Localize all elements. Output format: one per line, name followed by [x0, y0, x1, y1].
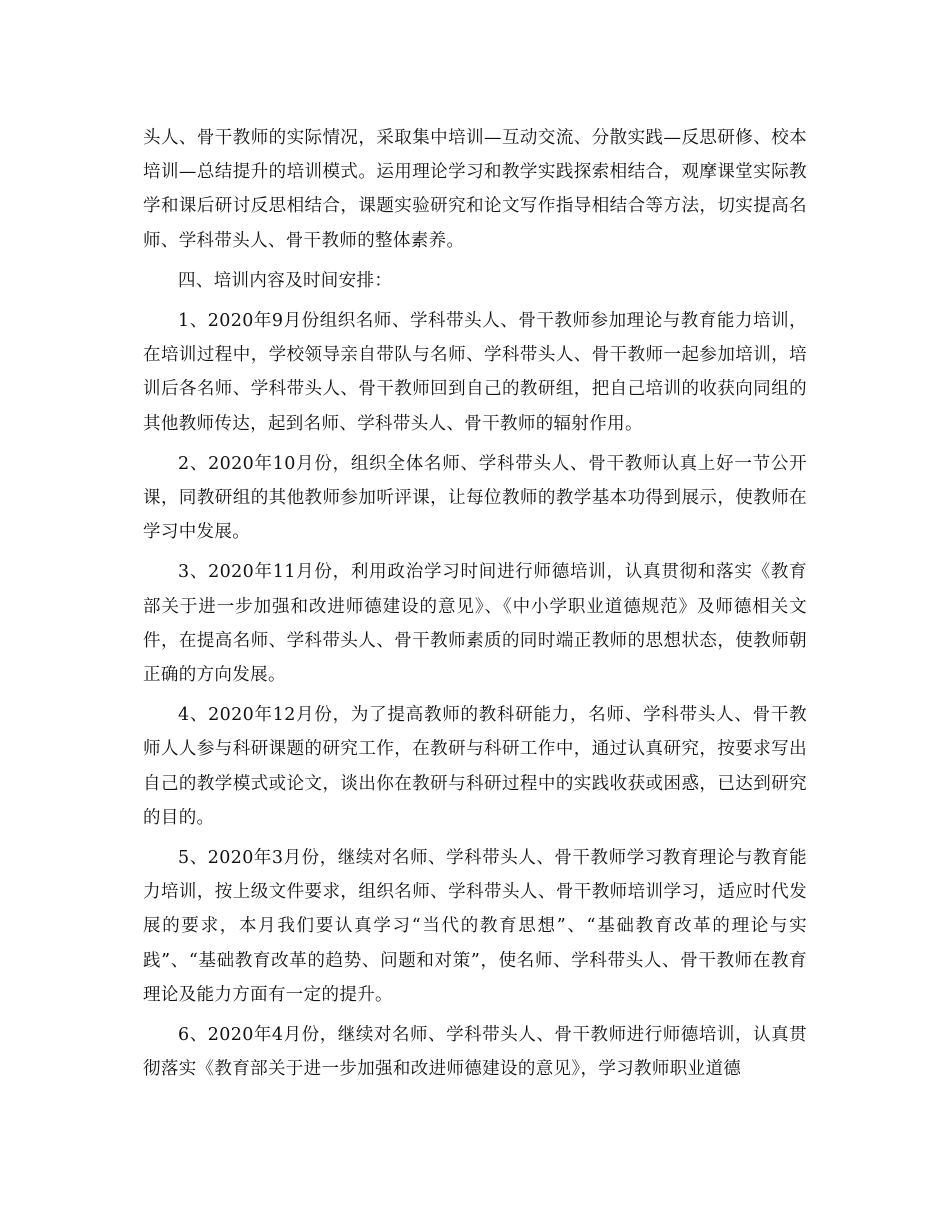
paragraph-continuation: 头人、骨干教师的实际情况，采取集中培训—互动交流、分散实践—反思研修、校本培训—总结提升的培训模式。运用理论学习和教学实践探索相结合，观摩课堂实际教学和课后研讨反思相结合，课题实验研究和论文写作指导相结合等方法，切实提高名师、学科带头人、骨干教师的整体素养。	[143, 128, 807, 251]
paragraph-item-6: 6、2020年4月份，继续对名师、学科带头人、骨干教师进行师德培训，认真贯彻落实《教育部关于进一步加强和改进师德建设的意见》，学习教师职业道德	[143, 1025, 807, 1080]
section-heading-training-content: 四、培训内容及时间安排：	[178, 270, 393, 291]
paragraph-item-5: 5、2020年3月份，继续对名师、学科带头人、骨干教师学习教育理论与教育能力培训，按上级文件要求，组织名师、学科带头人、骨干教师培训学习，适应时代发展的要求，本月我们要认真学习“当代的教育思想”、“基础教育改革的理论与实践”、“基础教育改革的趋势、问题和对策”，使名师、学科带头人、骨干教师在教育理论及能力方面有一定的提升。	[143, 848, 807, 1005]
paragraph-item-4: 4、2020年12月份，为了提高教师的教科研能力，名师、学科带头人、骨干教师人人参与科研课题的研究工作，在教研与科研工作中，通过认真研究，按要求写出自己的教学模式或论文，谈出你在教研与科研过程中的实践收获或困惑，已达到研究的目的。	[143, 705, 807, 828]
paragraph-item-1: 1、2020年9月份组织名师、学科带头人、骨干教师参加理论与教育能力培训，在培训过程中，学校领导亲自带队与名师、学科带头人、骨干教师一起参加培训，培训后各名师、学科带头人、骨干教师回到自己的教研组，把自己培训的收获向同组的其他教师传达，起到名师、学科带头人、骨干教师的辐射作用。	[143, 311, 807, 434]
paragraph-item-3: 3、2020年11月份，利用政治学习时间进行师德培训，认真贯彻和落实《教育部关于进一步加强和改进师德建设的意见》、《中小学职业道德规范》及师德相关文件，在提高名师、学科带头人、骨干教师素质的同时端正教师的思想状态，使教师朝正确的方向发展。	[143, 562, 807, 686]
document-body	[143, 121, 807, 1092]
paragraph-item-2: 2、2020年10月份，组织全体名师、学科带头人、骨干教师认真上好一节公开课，同教研组的其他教师参加听评课，让每位教师的教学基本功得到展示，使教师在学习中发展。	[143, 453, 807, 543]
